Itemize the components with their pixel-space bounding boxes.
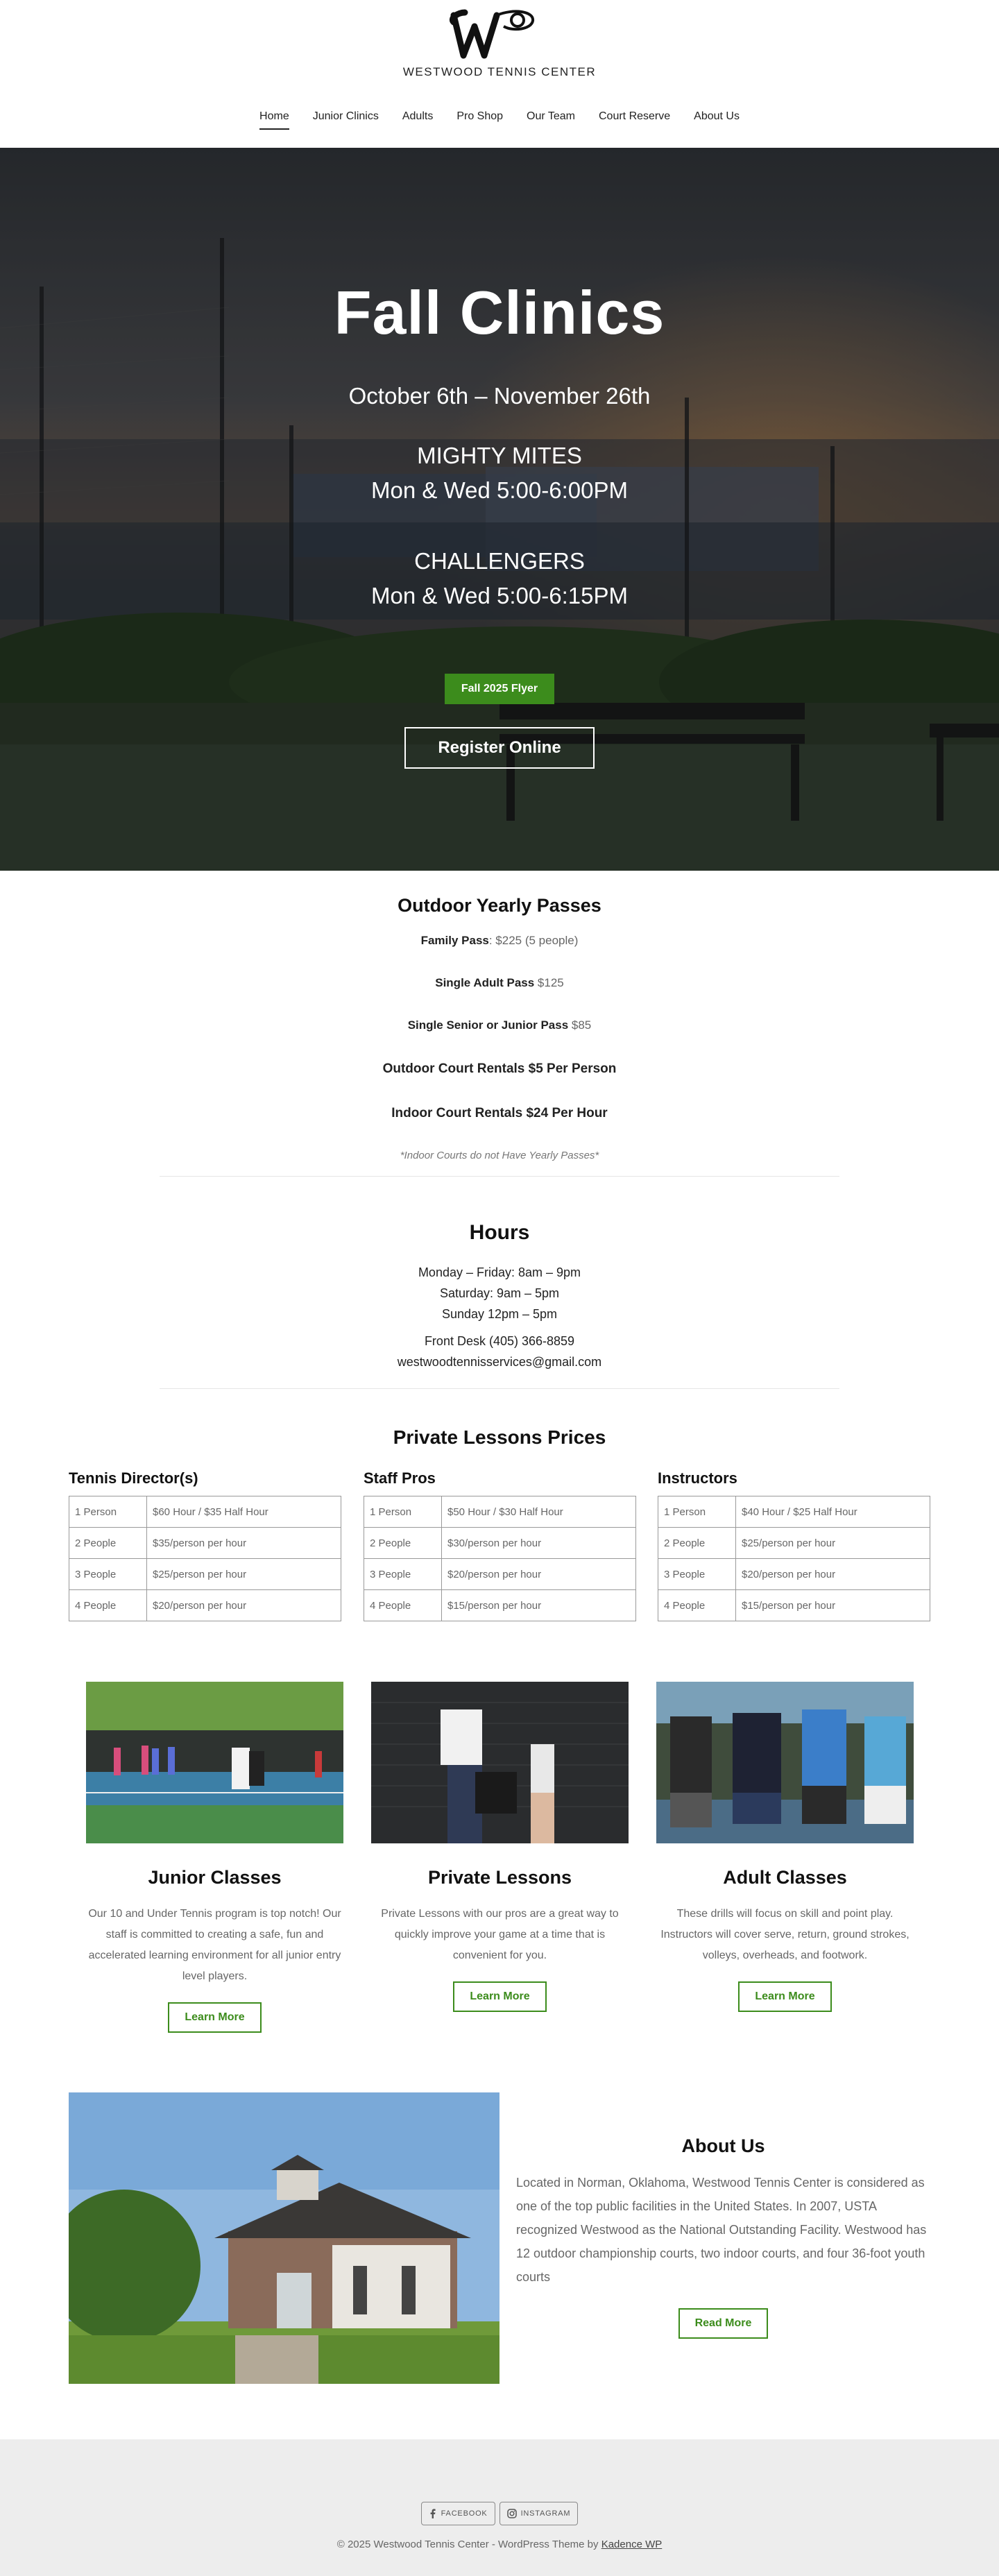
table-row	[364, 1590, 636, 1621]
about-description: Located in Norman, Oklahoma, Westwood Tennis Center is considered as one of the top public facilities in the United States. In 2007, USTA recognized Westwood as the National Outstanding Facility. Westwood has 12 outdoor championship courts, two indoor courts, and four 36-foot youth courts	[516, 2176, 927, 2284]
junior-classes-photo	[86, 1682, 343, 1843]
hours-sunday: Sunday 12pm – 5pm	[441, 1307, 558, 1321]
table-cell: 1 Person	[658, 1496, 736, 1528]
table-cell: $20/person per hour	[442, 1559, 636, 1590]
private-lessons-photo	[371, 1682, 629, 1843]
senior-pass-price: $85	[568, 1018, 592, 1032]
nav-item-home[interactable]: Home	[248, 108, 301, 136]
instagram-label: INSTAGRAM	[520, 2509, 571, 2518]
card-title: Private Lessons	[427, 1867, 572, 1888]
about-section	[69, 2092, 930, 2384]
price-column-heading: Staff Pros	[364, 1469, 436, 1487]
private-lessons-image	[371, 1682, 629, 1843]
card-adult-classes	[656, 1682, 914, 2012]
price-column-directors	[69, 1469, 341, 1621]
nav-item-about-us[interactable]: About Us	[694, 110, 740, 122]
hero-group2-name: CHALLENGERS	[414, 548, 585, 574]
table-row	[658, 1496, 930, 1528]
hero-group2-time: Mon & Wed 5:00-6:15PM	[371, 583, 628, 608]
junior-classes-image	[86, 1682, 343, 1843]
table-cell: 4 People	[658, 1590, 736, 1621]
front-desk-phone[interactable]: Front Desk (405) 366-8859	[424, 1334, 575, 1348]
table-cell: 4 People	[69, 1590, 147, 1621]
indoor-rental-line: Indoor Court Rentals $24 Per Hour	[391, 1106, 608, 1120]
table-row	[364, 1496, 636, 1528]
table-cell: 4 People	[364, 1590, 442, 1621]
site-footer	[0, 2439, 999, 2576]
about-title: About Us	[681, 2135, 765, 2156]
hours-title: Hours	[469, 1221, 530, 1244]
table-row	[69, 1590, 341, 1621]
price-column-instructors	[658, 1469, 930, 1621]
learn-more-button[interactable]: Learn More	[738, 1981, 831, 2012]
nav-item-pro-shop[interactable]: Pro Shop	[456, 110, 504, 122]
passes-title: Outdoor Yearly Passes	[398, 895, 601, 916]
main-nav	[0, 108, 999, 136]
table-row	[69, 1528, 341, 1559]
table-cell: 1 Person	[364, 1496, 442, 1528]
learn-more-button[interactable]: Learn More	[453, 1981, 546, 2012]
table-cell: 2 People	[658, 1528, 736, 1559]
hero-title: Fall Clinics	[334, 278, 665, 347]
table-cell: $20/person per hour	[147, 1590, 341, 1621]
single-pass-line	[0, 976, 999, 990]
table-cell: $20/person per hour	[736, 1559, 930, 1590]
read-more-button[interactable]: Read More	[678, 2308, 769, 2339]
copyright-text: © 2025 Westwood Tennis Center - WordPress Theme by	[336, 2539, 601, 2550]
about-image	[69, 2092, 500, 2384]
single-pass-label: Single Adult Pass	[435, 976, 535, 989]
card-text: Our 10 and Under Tennis program is top notch! Our staff is committed to creating a safe, fun and accelerated learning environment for all junior entry level players.	[88, 1908, 341, 1982]
instagram-icon	[507, 2509, 517, 2518]
instagram-link[interactable]	[500, 2502, 579, 2525]
copyright	[0, 2539, 999, 2550]
table-cell: 1 Person	[69, 1496, 147, 1528]
card-title: Adult Classes	[723, 1867, 847, 1888]
table-cell: $15/person per hour	[736, 1590, 930, 1621]
table-cell: 2 People	[364, 1528, 442, 1559]
register-online-button[interactable]: Register Online	[404, 727, 595, 769]
card-junior-classes	[86, 1682, 343, 2033]
family-pass-line	[0, 934, 999, 948]
tennis-center-building-photo	[69, 2092, 500, 2384]
table-row	[69, 1496, 341, 1528]
family-pass-label: Family Pass	[420, 934, 489, 947]
indoor-note: *Indoor Courts do not Have Yearly Passes*	[400, 1150, 599, 1161]
kadence-wp-link[interactable]: Kadence WP	[601, 2539, 663, 2550]
table-row	[658, 1590, 930, 1621]
facebook-label: FACEBOOK	[441, 2509, 488, 2518]
table-cell: $50 Hour / $30 Half Hour	[442, 1496, 636, 1528]
fall-flyer-button[interactable]: Fall 2025 Flyer	[445, 674, 554, 704]
about-text-block	[516, 2092, 930, 2339]
table-cell: $25/person per hour	[147, 1559, 341, 1590]
table-cell: $15/person per hour	[442, 1590, 636, 1621]
price-table	[364, 1496, 636, 1621]
card-text: These drills will focus on skill and point play. Instructors will cover serve, return, ground strokes, volleys, overheads, and footwork.	[660, 1908, 910, 1961]
site-logo[interactable]	[0, 6, 999, 79]
card-title: Junior Classes	[148, 1867, 282, 1888]
table-row	[658, 1528, 930, 1559]
outdoor-rental-line: Outdoor Court Rentals $5 Per Person	[382, 1061, 617, 1076]
nav-item-court-reserve[interactable]: Court Reserve	[599, 110, 671, 122]
table-cell: 3 People	[69, 1559, 147, 1590]
site-title[interactable]: WESTWOOD TENNIS CENTER	[402, 65, 597, 78]
section-divider	[160, 1388, 839, 1389]
hours-saturday: Saturday: 9am – 5pm	[439, 1286, 560, 1300]
site-header	[0, 0, 999, 148]
lessons-title: Private Lessons Prices	[393, 1426, 606, 1448]
single-pass-price: $125	[534, 976, 564, 989]
price-column-heading: Instructors	[658, 1469, 737, 1487]
price-table	[658, 1496, 930, 1621]
price-column-staff-pros	[364, 1469, 636, 1621]
adult-classes-image	[656, 1682, 914, 1843]
family-pass-price: : $225 (5 people)	[488, 934, 579, 947]
facebook-link[interactable]	[421, 2502, 495, 2525]
nav-item-our-team[interactable]: Our Team	[527, 110, 575, 122]
table-row	[364, 1528, 636, 1559]
section-divider	[160, 1176, 839, 1177]
table-cell: $30/person per hour	[442, 1528, 636, 1559]
card-private-lessons	[371, 1682, 629, 2012]
table-cell: $40 Hour / $25 Half Hour	[736, 1496, 930, 1528]
nav-item-adults[interactable]: Adults	[402, 110, 434, 122]
hero-group1-name: MIGHTY MITES	[417, 443, 582, 468]
table-cell: $25/person per hour	[736, 1528, 930, 1559]
contact-email[interactable]: westwoodtennisservices@gmail.com	[397, 1355, 602, 1369]
price-column-heading: Tennis Director(s)	[69, 1469, 198, 1487]
table-cell: 2 People	[69, 1528, 147, 1559]
table-row	[364, 1559, 636, 1590]
hero-dates: October 6th – November 26th	[348, 383, 651, 409]
card-text: Private Lessons with our pros are a great way to quickly improve your game at a time that is convenient for you.	[381, 1908, 619, 1961]
hero-group1-time: Mon & Wed 5:00-6:00PM	[371, 477, 628, 503]
table-cell: $60 Hour / $35 Half Hour	[147, 1496, 341, 1528]
senior-pass-line	[0, 1018, 999, 1032]
price-table	[69, 1496, 341, 1621]
table-cell: 3 People	[364, 1559, 442, 1590]
facebook-icon	[429, 2509, 437, 2518]
hours-weekday: Monday – Friday: 8am – 9pm	[418, 1265, 581, 1279]
senior-pass-label: Single Senior or Junior Pass	[407, 1018, 569, 1032]
westwood-logo-icon[interactable]	[444, 6, 555, 62]
table-row	[658, 1559, 930, 1590]
table-row	[69, 1559, 341, 1590]
learn-more-button[interactable]: Learn More	[168, 2002, 261, 2033]
social-links	[0, 2502, 999, 2525]
adult-classes-photo	[656, 1682, 914, 1843]
nav-item-junior-clinics[interactable]: Junior Clinics	[312, 110, 379, 122]
table-cell: $35/person per hour	[147, 1528, 341, 1559]
table-cell: 3 People	[658, 1559, 736, 1590]
